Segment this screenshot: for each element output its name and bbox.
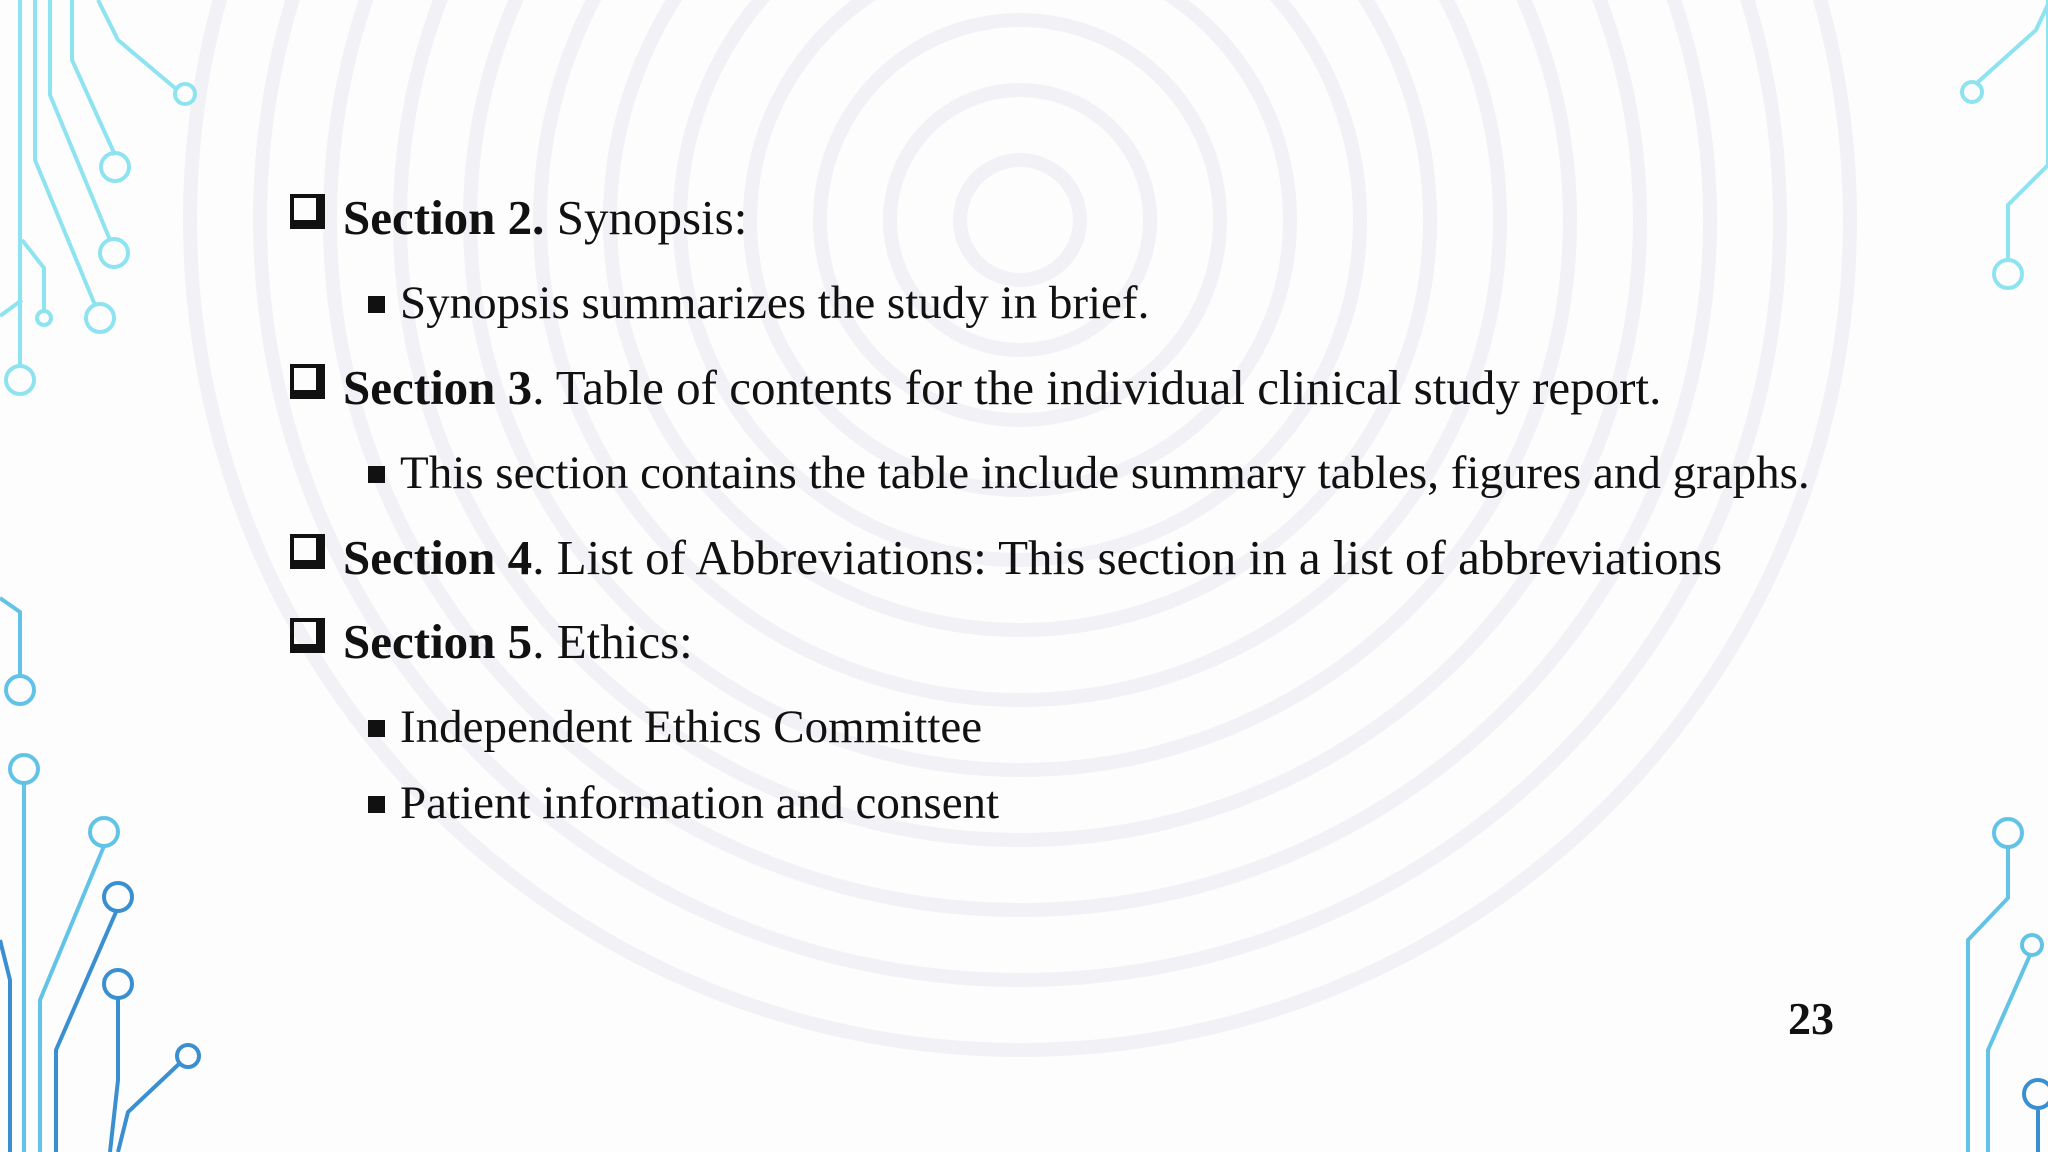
section-text: . Table of contents for the individual clinical study report. <box>532 360 1662 415</box>
section-title: Section 5 <box>343 614 533 669</box>
left-circuit-decoration <box>0 0 230 1152</box>
section-3-bullet-1 <box>288 436 1918 510</box>
section-2-heading <box>288 186 1918 250</box>
section-title: Section 3 <box>343 360 533 415</box>
square-bullet-icon <box>368 796 385 813</box>
page-number: 23 <box>1788 993 1834 1044</box>
section-title: Section 2. <box>343 190 545 245</box>
section-5-heading <box>288 610 1918 674</box>
section-text: . List of Abbreviations: This section in a list of abbreviations <box>532 530 1723 585</box>
section-4-heading <box>288 526 1918 590</box>
bullet-text: Synopsis summarizes the study in brief. <box>400 277 1150 329</box>
checkbox-bullet-icon <box>290 534 325 569</box>
section-5-bullet-2 <box>288 766 1918 840</box>
bullet-text: This section contains the table include summary tables, figures and graphs. <box>400 447 1810 499</box>
bullet-text: Independent Ethics Committee <box>400 701 983 753</box>
section-2-bullet-1 <box>288 266 1918 340</box>
section-title: Section 4 <box>343 530 533 585</box>
section-text: . Ethics: <box>532 614 693 669</box>
checkbox-bullet-icon <box>290 618 325 653</box>
square-bullet-icon <box>368 296 385 313</box>
section-5-bullet-1 <box>288 690 1918 764</box>
checkbox-bullet-icon <box>290 194 325 229</box>
square-bullet-icon <box>368 466 385 483</box>
right-circuit-decoration <box>1928 0 2048 1152</box>
square-bullet-icon <box>368 720 385 737</box>
slide-content <box>288 186 1918 856</box>
section-text: Synopsis: <box>544 190 748 245</box>
checkbox-bullet-icon <box>290 364 325 399</box>
section-3-heading <box>288 356 1918 420</box>
bullet-text: Patient information and consent <box>400 777 1000 829</box>
